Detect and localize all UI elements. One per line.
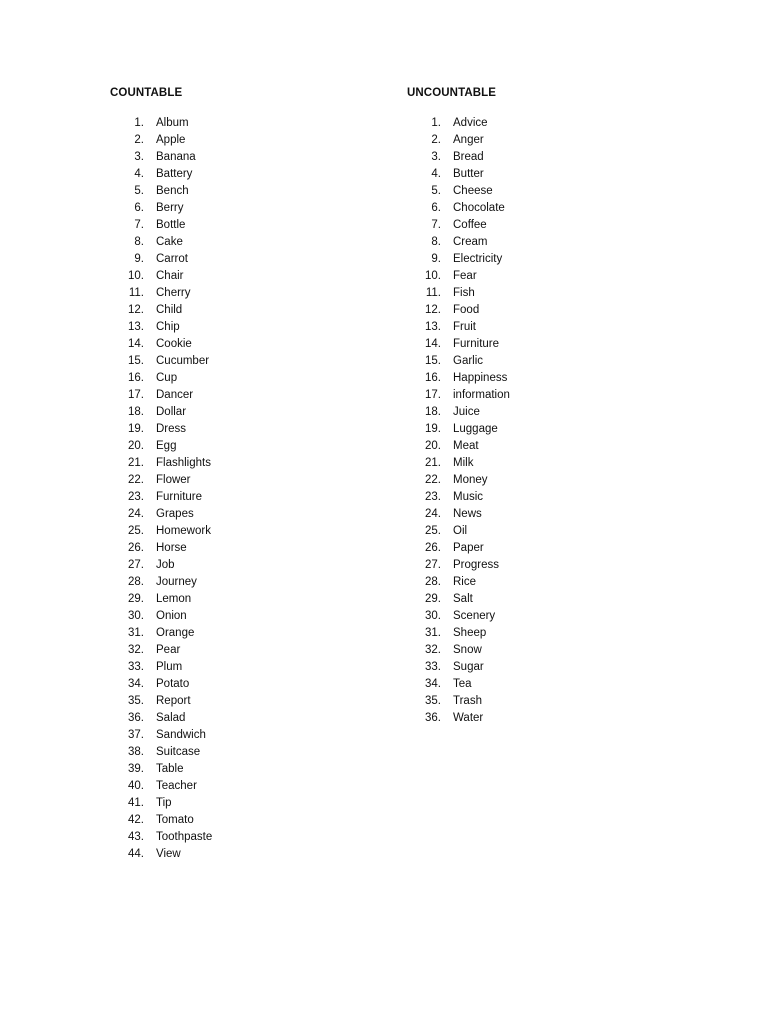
list-item-number: 19. [425, 423, 441, 435]
list-item [110, 404, 187, 421]
list-item [407, 200, 505, 217]
list-item-word: Dollar [156, 406, 187, 418]
list-item-number: 41. [128, 797, 144, 809]
list-item-number: 22. [128, 474, 144, 486]
list-item-number: 13. [128, 321, 144, 333]
list-item [110, 506, 194, 523]
list-item-word: Anger [453, 134, 484, 146]
list-item-number: 2. [431, 134, 441, 146]
list-item-word: Chocolate [453, 202, 505, 214]
list-item-word: Coffee [453, 219, 487, 231]
list-item-number: 5. [431, 185, 441, 197]
list-item [110, 489, 203, 506]
list-item-word: Report [156, 695, 191, 707]
list-item-word: Bottle [156, 219, 186, 231]
list-item-word: Progress [453, 559, 500, 571]
list-item-word: Lemon [156, 593, 192, 605]
list-item-word: Plum [156, 661, 183, 673]
list-item-word: information [453, 389, 510, 401]
list-item [407, 285, 496, 302]
list-item [407, 149, 496, 166]
list-item-number: 24. [425, 508, 441, 520]
list-item-number: 8. [134, 236, 144, 248]
list-item [407, 608, 496, 625]
list-item [407, 659, 496, 676]
list-item-number: 39. [128, 763, 144, 775]
list-item-number: 15. [425, 355, 441, 367]
list-item-number: 30. [425, 610, 441, 622]
list-item-word: Egg [156, 440, 177, 452]
list-item-number: 28. [425, 576, 441, 588]
list-item [407, 319, 496, 336]
list-item-word: Cheese [453, 185, 493, 197]
list-item [407, 251, 503, 268]
list-item-number: 27. [425, 559, 441, 571]
list-item-number: 34. [425, 678, 441, 690]
list-item-word: Album [156, 117, 189, 129]
list-item-number: 40. [128, 780, 144, 792]
list-item-number: 36. [128, 712, 144, 724]
list-item-number: 13. [425, 321, 441, 333]
list-item [110, 557, 182, 574]
list-item-word: Fear [453, 270, 477, 282]
list-item-word: Pear [156, 644, 181, 656]
list-item-number: 26. [425, 542, 441, 554]
list-item-word: Sugar [453, 661, 484, 673]
list-item-number: 9. [134, 253, 144, 265]
list-item-word: Furniture [453, 338, 500, 350]
list-item-word: Table [156, 763, 184, 775]
list-item-number: 34. [128, 678, 144, 690]
list-item-number: 20. [128, 440, 144, 452]
list-item-number: 21. [425, 457, 441, 469]
list-item-number: 11. [425, 287, 441, 299]
list-item-number: 33. [425, 661, 441, 673]
list-item [407, 489, 496, 506]
list-item-number: 18. [128, 406, 144, 418]
list-item-word: Oil [453, 525, 468, 537]
list-item [407, 540, 496, 557]
list-item [110, 693, 191, 710]
list-item [407, 234, 496, 251]
list-item-number: 23. [128, 491, 144, 503]
list-item-number: 31. [425, 627, 441, 639]
list-item-word: Scenery [453, 610, 496, 622]
list-item-number: 11. [128, 287, 144, 299]
list-item-number: 22. [425, 474, 441, 486]
list-item-word: Butter [453, 168, 484, 180]
list-item [110, 540, 187, 557]
list-item-word: Tip [156, 797, 172, 809]
list-item [110, 676, 190, 693]
list-item [407, 302, 496, 319]
list-item [110, 438, 182, 455]
list-item [110, 336, 192, 353]
list-item-word: Horse [156, 542, 187, 554]
list-item [407, 183, 496, 200]
list-item-word: Juice [453, 406, 480, 418]
list-item [407, 166, 496, 183]
list-item-word: Fish [453, 287, 475, 299]
list-item-word: Advice [453, 117, 488, 129]
list-item [110, 591, 192, 608]
list-item-word: Bread [453, 151, 484, 163]
list-item-word: Cucumber [156, 355, 210, 367]
list-item [407, 472, 496, 489]
list-item-word: View [156, 848, 181, 860]
list-item-word: Chair [156, 270, 184, 282]
list-item [110, 710, 186, 727]
countable-list [110, 115, 213, 863]
list-item-number: 36. [425, 712, 441, 724]
list-item-word: Chip [156, 321, 180, 333]
list-item [407, 523, 496, 540]
list-item-word: Furniture [156, 491, 203, 503]
list-item-word: Salt [453, 593, 473, 605]
list-item [110, 778, 197, 795]
list-item [110, 149, 196, 166]
list-item [110, 455, 211, 472]
list-item-word: Tea [453, 678, 472, 690]
list-item [110, 183, 189, 200]
list-item-number: 1. [134, 117, 144, 129]
list-item-word: Job [156, 559, 175, 571]
list-item-word: Dress [156, 423, 187, 435]
list-item-number: 35. [425, 695, 441, 707]
list-item-number: 44. [128, 848, 144, 860]
list-item-number: 7. [431, 219, 441, 231]
list-item-word: Homework [156, 525, 211, 537]
list-item-word: Journey [156, 576, 197, 588]
list-item-word: Fruit [453, 321, 476, 333]
list-item [110, 251, 188, 268]
list-item-word: Cherry [156, 287, 191, 299]
list-item-word: News [453, 508, 482, 520]
list-item-word: Money [453, 474, 488, 486]
countable-heading: COUNTABLE [110, 87, 183, 99]
list-item [407, 115, 496, 132]
list-item-number: 16. [425, 372, 441, 384]
list-item-number: 14. [425, 338, 441, 350]
list-item-number: 4. [134, 168, 144, 180]
list-item-word: Tomato [156, 814, 194, 826]
list-item [110, 268, 182, 285]
list-item [407, 693, 496, 710]
list-item-word: Music [453, 491, 484, 503]
list-item-number: 15. [128, 355, 144, 367]
list-item-number: 33. [128, 661, 144, 673]
list-item-number: 29. [128, 593, 144, 605]
list-item [110, 166, 193, 183]
list-item [110, 285, 191, 302]
list-item-number: 32. [128, 644, 144, 656]
list-item-number: 30. [128, 610, 144, 622]
list-item-number: 18. [425, 406, 441, 418]
list-item-word: Suitcase [156, 746, 201, 758]
list-item-word: Salad [156, 712, 186, 724]
list-item [407, 387, 510, 404]
uncountable-list [407, 115, 510, 727]
list-item [110, 812, 194, 829]
list-item-number: 20. [425, 440, 441, 452]
list-item [407, 217, 496, 234]
list-item [110, 795, 182, 812]
list-item-word: Trash [453, 695, 482, 707]
list-item [407, 404, 496, 421]
list-item-word: Toothpaste [156, 831, 213, 843]
list-item-word: Orange [156, 627, 195, 639]
list-item [407, 438, 496, 455]
list-item [407, 642, 496, 659]
list-item-number: 1. [431, 117, 441, 129]
list-item-word: Carrot [156, 253, 188, 265]
list-item-word: Berry [156, 202, 184, 214]
list-item [110, 574, 197, 591]
list-item-word: Onion [156, 610, 187, 622]
list-item-number: 5. [134, 185, 144, 197]
list-item-word: Paper [453, 542, 484, 554]
list-item-word: Flashlights [156, 457, 211, 469]
list-item-word: Garlic [453, 355, 484, 367]
list-item [407, 370, 508, 387]
list-item-number: 23. [425, 491, 441, 503]
list-item [110, 727, 206, 744]
list-item [110, 200, 182, 217]
list-item [110, 608, 187, 625]
list-item-number: 10. [128, 270, 144, 282]
list-item-number: 3. [134, 151, 144, 163]
list-item-word: Apple [156, 134, 186, 146]
list-item-number: 27. [128, 559, 144, 571]
list-item-word: Cream [453, 236, 488, 248]
list-item-number: 7. [134, 219, 144, 231]
list-item [110, 659, 182, 676]
list-item-number: 26. [128, 542, 144, 554]
list-item-number: 42. [128, 814, 144, 826]
list-item-number: 14. [128, 338, 144, 350]
list-item [407, 268, 496, 285]
list-item [407, 625, 496, 642]
list-item [110, 472, 191, 489]
list-item-word: Battery [156, 168, 193, 180]
list-item-number: 38. [128, 746, 144, 758]
list-item-number: 6. [134, 202, 144, 214]
list-item-number: 8. [431, 236, 441, 248]
list-item [110, 744, 201, 761]
list-item [110, 353, 210, 370]
list-item [407, 421, 496, 438]
list-item [407, 132, 496, 149]
list-item-word: Bench [156, 185, 189, 197]
list-item-word: Snow [453, 644, 482, 656]
list-item-word: Cookie [156, 338, 192, 350]
list-item [407, 676, 496, 693]
list-item [407, 506, 496, 523]
list-item [110, 846, 182, 863]
list-item-word: Sandwich [156, 729, 206, 741]
list-item-word: Potato [156, 678, 190, 690]
list-item-number: 10. [425, 270, 441, 282]
list-item-number: 29. [425, 593, 441, 605]
list-item-number: 43. [128, 831, 144, 843]
list-item-number: 25. [425, 525, 441, 537]
list-item-number: 16. [128, 372, 144, 384]
list-item-word: Grapes [156, 508, 194, 520]
list-item-word: Cup [156, 372, 178, 384]
list-item-number: 3. [431, 151, 441, 163]
list-item-word: Electricity [453, 253, 503, 265]
list-item-number: 2. [134, 134, 144, 146]
list-item-word: Flower [156, 474, 191, 486]
list-item [407, 710, 496, 727]
list-item [110, 625, 195, 642]
list-item-word: Happiness [453, 372, 508, 384]
list-item-word: Milk [453, 457, 474, 469]
list-item-number: 31. [128, 627, 144, 639]
uncountable-heading: UNCOUNTABLE [407, 87, 497, 99]
list-item-number: 37. [128, 729, 144, 741]
list-item-number: 19. [128, 423, 144, 435]
list-item-number: 4. [431, 168, 441, 180]
list-item-number: 28. [128, 576, 144, 588]
list-item-word: Rice [453, 576, 477, 588]
list-item-word: Food [453, 304, 480, 316]
list-item-number: 21. [128, 457, 144, 469]
list-item-word: Sheep [453, 627, 487, 639]
list-item-word: Meat [453, 440, 479, 452]
list-item [407, 591, 496, 608]
list-item [110, 829, 213, 846]
list-item-number: 35. [128, 695, 144, 707]
list-item-word: Teacher [156, 780, 197, 792]
list-item-number: 12. [425, 304, 441, 316]
list-item [110, 302, 182, 319]
list-item [110, 387, 194, 404]
list-item-number: 32. [425, 644, 441, 656]
list-item [110, 234, 182, 251]
list-item-word: Cake [156, 236, 183, 248]
list-item-word: Banana [156, 151, 196, 163]
list-item-word: Child [156, 304, 183, 316]
list-item-word: Dancer [156, 389, 194, 401]
list-item [110, 421, 187, 438]
list-item [110, 217, 186, 234]
list-item [110, 642, 182, 659]
list-item [110, 115, 189, 132]
list-item [407, 336, 500, 353]
list-item [407, 353, 496, 370]
list-item-number: 9. [431, 253, 441, 265]
countable-column [110, 85, 213, 863]
list-item-number: 17. [425, 389, 441, 401]
list-item [110, 523, 211, 540]
list-item-number: 12. [128, 304, 144, 316]
list-item [110, 761, 182, 778]
list-item [110, 319, 182, 336]
uncountable-column [407, 85, 510, 727]
list-item-number: 17. [128, 389, 144, 401]
list-item [110, 370, 182, 387]
list-item-number: 25. [128, 525, 144, 537]
list-item [110, 132, 186, 149]
list-item [407, 574, 496, 591]
list-item-word: Water [453, 712, 484, 724]
list-item [407, 557, 500, 574]
list-item-number: 6. [431, 202, 441, 214]
list-item-word: Luggage [453, 423, 498, 435]
list-item [407, 455, 496, 472]
list-item-number: 24. [128, 508, 144, 520]
